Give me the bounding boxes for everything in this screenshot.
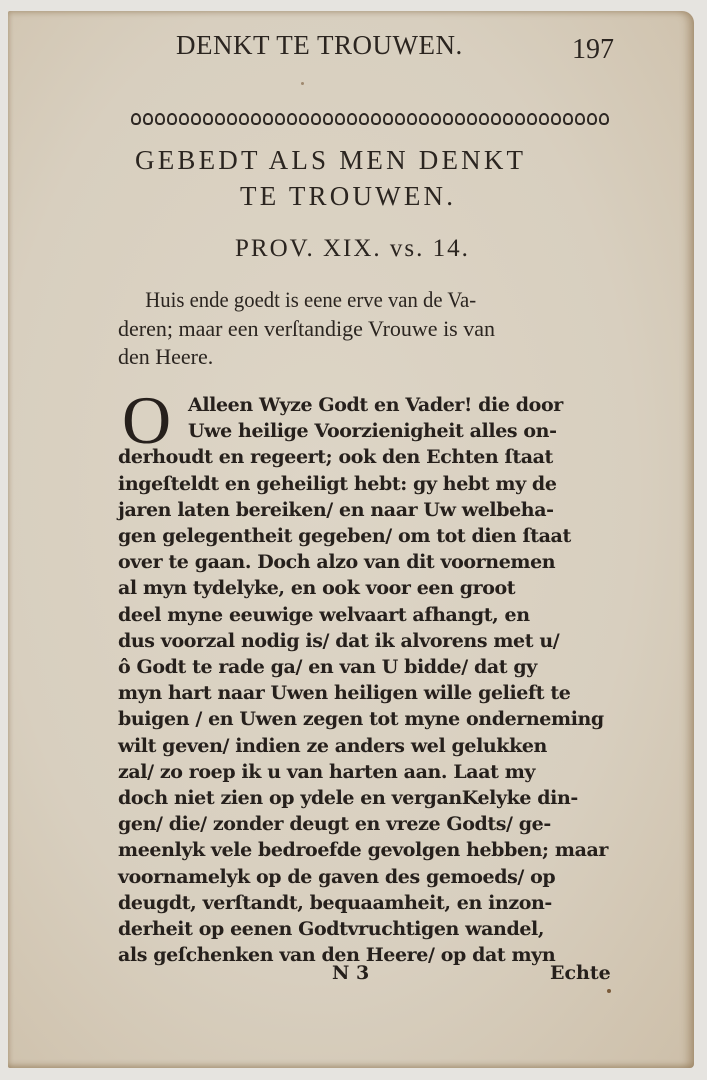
epigraph-line: deren; maar een verſtandige Vrouwe is van bbox=[118, 315, 496, 341]
ornament-fleuron-icon bbox=[227, 111, 249, 127]
epigraph-line: den Heere. bbox=[118, 344, 214, 369]
prayer-line: ingeſteldt en geheiligt hebt: gy hebt my de bbox=[118, 472, 557, 495]
ornament-fleuron-icon bbox=[179, 111, 201, 127]
prayer-line: jaren laten bereiken/ en naar Uw welbeha- bbox=[118, 498, 554, 521]
prayer-line: al myn tydelyke, en ook voor een groot bbox=[118, 577, 516, 600]
prayer-line: ô Godt te rade ga/ en van U bidde/ dat gy bbox=[118, 656, 537, 679]
ornament-fleuron-icon bbox=[251, 111, 273, 127]
ornament-fleuron-icon bbox=[371, 111, 393, 127]
prayer-line: voornamelyk op de gaven des gemoeds/ op bbox=[118, 865, 556, 888]
verse-reference: PROV. XIX. vs. 14. bbox=[235, 235, 470, 262]
epigraph bbox=[118, 286, 612, 372]
prayer-text bbox=[118, 392, 612, 968]
prayer-line: deugdt, verſtandt, bequaamheit, en inzon- bbox=[118, 891, 552, 914]
drop-cap: O bbox=[122, 382, 172, 458]
prayer-line: meenlyk vele bedroefde gevolgen hebben; maar bbox=[118, 839, 609, 862]
foxing-spot bbox=[607, 989, 611, 993]
page-number: 197 bbox=[572, 34, 614, 65]
prayer-line: myn hart naar Uwen heiligen wille gelieft te bbox=[118, 682, 571, 705]
signature-mark: N 3 bbox=[332, 962, 370, 984]
prayer-title-line-1: GEBEDT ALS MEN DENKT bbox=[135, 145, 527, 175]
running-head: DENKT TE TROUWEN. bbox=[176, 30, 463, 60]
ornament-fleuron-icon bbox=[347, 111, 369, 127]
prayer-line: als geſchenken van den Heere/ op dat myn bbox=[118, 944, 556, 967]
prayer-line: deel myne eeuwige welvaart afhangt, en bbox=[118, 603, 530, 626]
prayer-line: doch niet zien op ydele en verganKelyke din- bbox=[118, 787, 578, 810]
ornament-fleuron-icon bbox=[299, 111, 321, 127]
prayer-line: zal/ zo roep ik u van harten aan. Laat my bbox=[118, 760, 536, 783]
foxing-spot bbox=[301, 82, 304, 85]
ornament-fleuron-icon bbox=[275, 111, 297, 127]
prayer-line: gen gelegentheit gegeben/ om tot dien ſtaat bbox=[118, 525, 571, 548]
ornament-fleuron-icon bbox=[323, 111, 345, 127]
prayer-line: dus voorzal nodig is/ dat ik alvorens met u/ bbox=[118, 629, 560, 652]
prayer-line: derheit op eenen Godtvruchtigen wandel, bbox=[118, 918, 545, 941]
ornament-fleuron-icon bbox=[515, 111, 537, 127]
decorative-border-ornament bbox=[131, 108, 609, 130]
ornament-fleuron-icon bbox=[467, 111, 489, 127]
prayer-line: wilt geven/ indien ze anders wel gelukken bbox=[118, 734, 547, 757]
prayer-line: buigen / en Uwen zegen tot myne onderneming bbox=[118, 708, 604, 731]
prayer-line: Alleen Wyze Godt en Vader! die door bbox=[188, 394, 563, 416]
ornament-fleuron-icon bbox=[131, 111, 153, 127]
ornament-fleuron-icon bbox=[539, 111, 561, 127]
epigraph-line: Huis ende goedt is eene erve van de Va- bbox=[145, 287, 477, 312]
ornament-fleuron-icon bbox=[395, 111, 417, 127]
prayer-line: over te gaan. Doch alzo van dit voornemen bbox=[118, 551, 556, 574]
prayer-line: Uwe heilige Voorzienigheit alles on- bbox=[188, 420, 557, 443]
ornament-fleuron-icon bbox=[443, 111, 465, 127]
ornament-fleuron-icon bbox=[203, 111, 225, 127]
prayer-title-line-2: TE TROUWEN. bbox=[240, 181, 457, 211]
catchword: Echte bbox=[550, 962, 611, 984]
ornament-fleuron-icon bbox=[155, 111, 177, 127]
prayer-line: gen/ die/ zonder deugt en vreze Godts/ ge- bbox=[118, 813, 551, 836]
ornament-fleuron-icon bbox=[563, 111, 585, 127]
prayer-line: derhoudt en regeert; ook den Echten ſtaat bbox=[118, 446, 553, 469]
ornament-fleuron-icon bbox=[491, 111, 513, 127]
ornament-fleuron-icon bbox=[419, 111, 441, 127]
ornament-fleuron-icon bbox=[587, 111, 609, 127]
